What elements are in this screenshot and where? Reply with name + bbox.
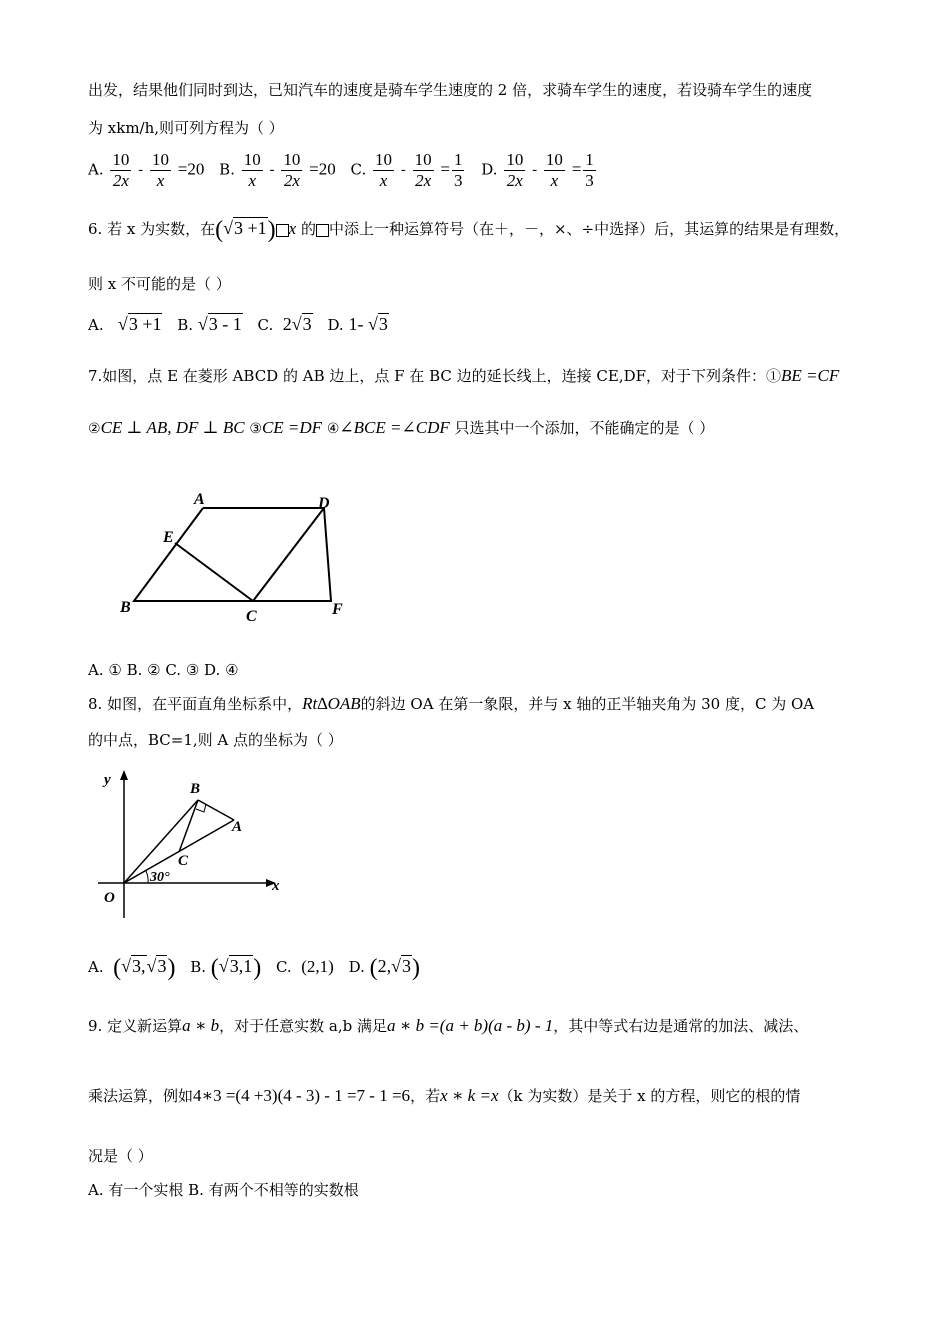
q5-options — [88, 150, 608, 191]
q8-option-b[interactable]: B. (√3,1) — [190, 955, 262, 981]
q5-option-d[interactable]: D. $\frac{10}{2x}$ - $\frac{10}{x}$ = $\frac{1}{3}$ — [481, 150, 594, 190]
blank-square — [276, 224, 289, 237]
q9-line3: 况是（ ） — [88, 1147, 153, 1165]
label-a: A — [194, 491, 205, 508]
q5-option-b[interactable]: B. $\frac{10}{x}$ - $\frac{10}{2x}$ =20 — [219, 150, 336, 190]
q8-option-a[interactable]: A. (√3,√3) — [88, 955, 176, 981]
label-a: A — [232, 819, 243, 835]
label-d: D — [318, 495, 330, 512]
q8-option-c[interactable]: C. (2,1) — [275, 957, 334, 976]
q6-option-c[interactable]: C. 2√3 — [257, 314, 312, 334]
label-e: E — [163, 529, 174, 546]
segment-ba — [198, 800, 234, 820]
q7-line2: ②CE ⊥ AB, DF ⊥ BC ③CE =DF ④∠BCE =∠CDF 只选其中一个添加，不能确定的是（ ） — [88, 418, 715, 437]
label-y: y — [104, 772, 111, 788]
label-b: B — [190, 781, 201, 797]
q6-option-b[interactable]: B. √3 - 1 — [177, 314, 242, 334]
segment-ce — [175, 543, 253, 601]
label-o: O — [104, 890, 115, 906]
q9-line1: 9. 定义新运算a ∗ b，对于任意实数 a,b 满足a ∗ b =(a + b)(a - b) - 1，其中等式右边是通常的加法、减法、 — [88, 1016, 809, 1035]
q5-line1: 出发，结果他们同时到达，已知汽车的速度是骑车学生速度的 2 倍，求骑车学生的速度，若设骑车学生的速度 — [88, 81, 813, 99]
segment-dc — [253, 508, 324, 601]
q6-line2: 则 x 不可能的是（ ） — [88, 275, 231, 293]
q8-line2: 的中点，BC=1,则 A 点的坐标为（ ） — [88, 731, 343, 749]
q8-options — [88, 955, 430, 981]
q5-line2: 为 xkm/h,则可列方程为（ ） — [88, 119, 284, 137]
label-c: C — [178, 853, 189, 869]
angle-arc — [146, 871, 148, 883]
q6-line1: 6. 若 x 为实数，在(√3 +1) x 的 中添上一种运算符号（在＋，－，×、÷中选择）后，其运算的结果是有理数， — [88, 217, 850, 243]
rhombus-figure — [110, 488, 360, 628]
q8-option-d[interactable]: D. (2,√3) — [348, 955, 421, 981]
q5-option-c[interactable]: C. $\frac{10}{x}$ - $\frac{10}{2x}$ = $\frac{1}{3}$ — [350, 150, 463, 190]
y-arrow — [120, 770, 128, 780]
q7-options[interactable]: A. ① B. ② C. ③ D. ④ — [88, 661, 239, 679]
label-f: F — [332, 601, 343, 618]
right-angle-mark — [196, 804, 206, 812]
q9-options[interactable]: A. 有一个实根 B. 有两个不相等的实数根 — [88, 1181, 359, 1199]
label-c: C — [246, 608, 257, 625]
label-angle: 30° — [150, 870, 170, 885]
q6-option-a[interactable]: A. √3 +1 — [88, 314, 162, 334]
q6-options — [88, 314, 399, 335]
option-label: A. — [88, 160, 104, 179]
q6-option-d[interactable]: D. 1- √3 — [327, 314, 388, 334]
q8-line1: 8. 如图，在平面直角坐标系中，Rt∆OAB的斜边 OA 在第一象限，并与 x 轴的正半轴夹角为 30 度，C 为 OA — [88, 694, 815, 713]
label-x: x — [272, 878, 280, 894]
segment-bc — [179, 800, 198, 852]
rhombus-outline — [134, 508, 331, 601]
coordinate-figure — [98, 768, 298, 928]
q7-line1: 7.如图，点 E 在菱形 ABCD 的 AB 边上，点 F 在 BC 边的延长线上，连接 CE,DF，对于下列条件：①BE =CF — [88, 366, 840, 385]
q5-option-a[interactable]: A. $\frac{10}{2x}$ - $\frac{10}{x}$ =20 — [88, 150, 205, 190]
blank-square — [316, 224, 329, 237]
label-b: B — [120, 599, 131, 616]
q9-line2: 乘法运算，例如4∗3 =(4 +3)(4 - 3) - 1 =7 - 1 =6，若x ∗ k =x（k 为实数）是关于 x 的方程，则它的根的情 — [88, 1086, 801, 1105]
